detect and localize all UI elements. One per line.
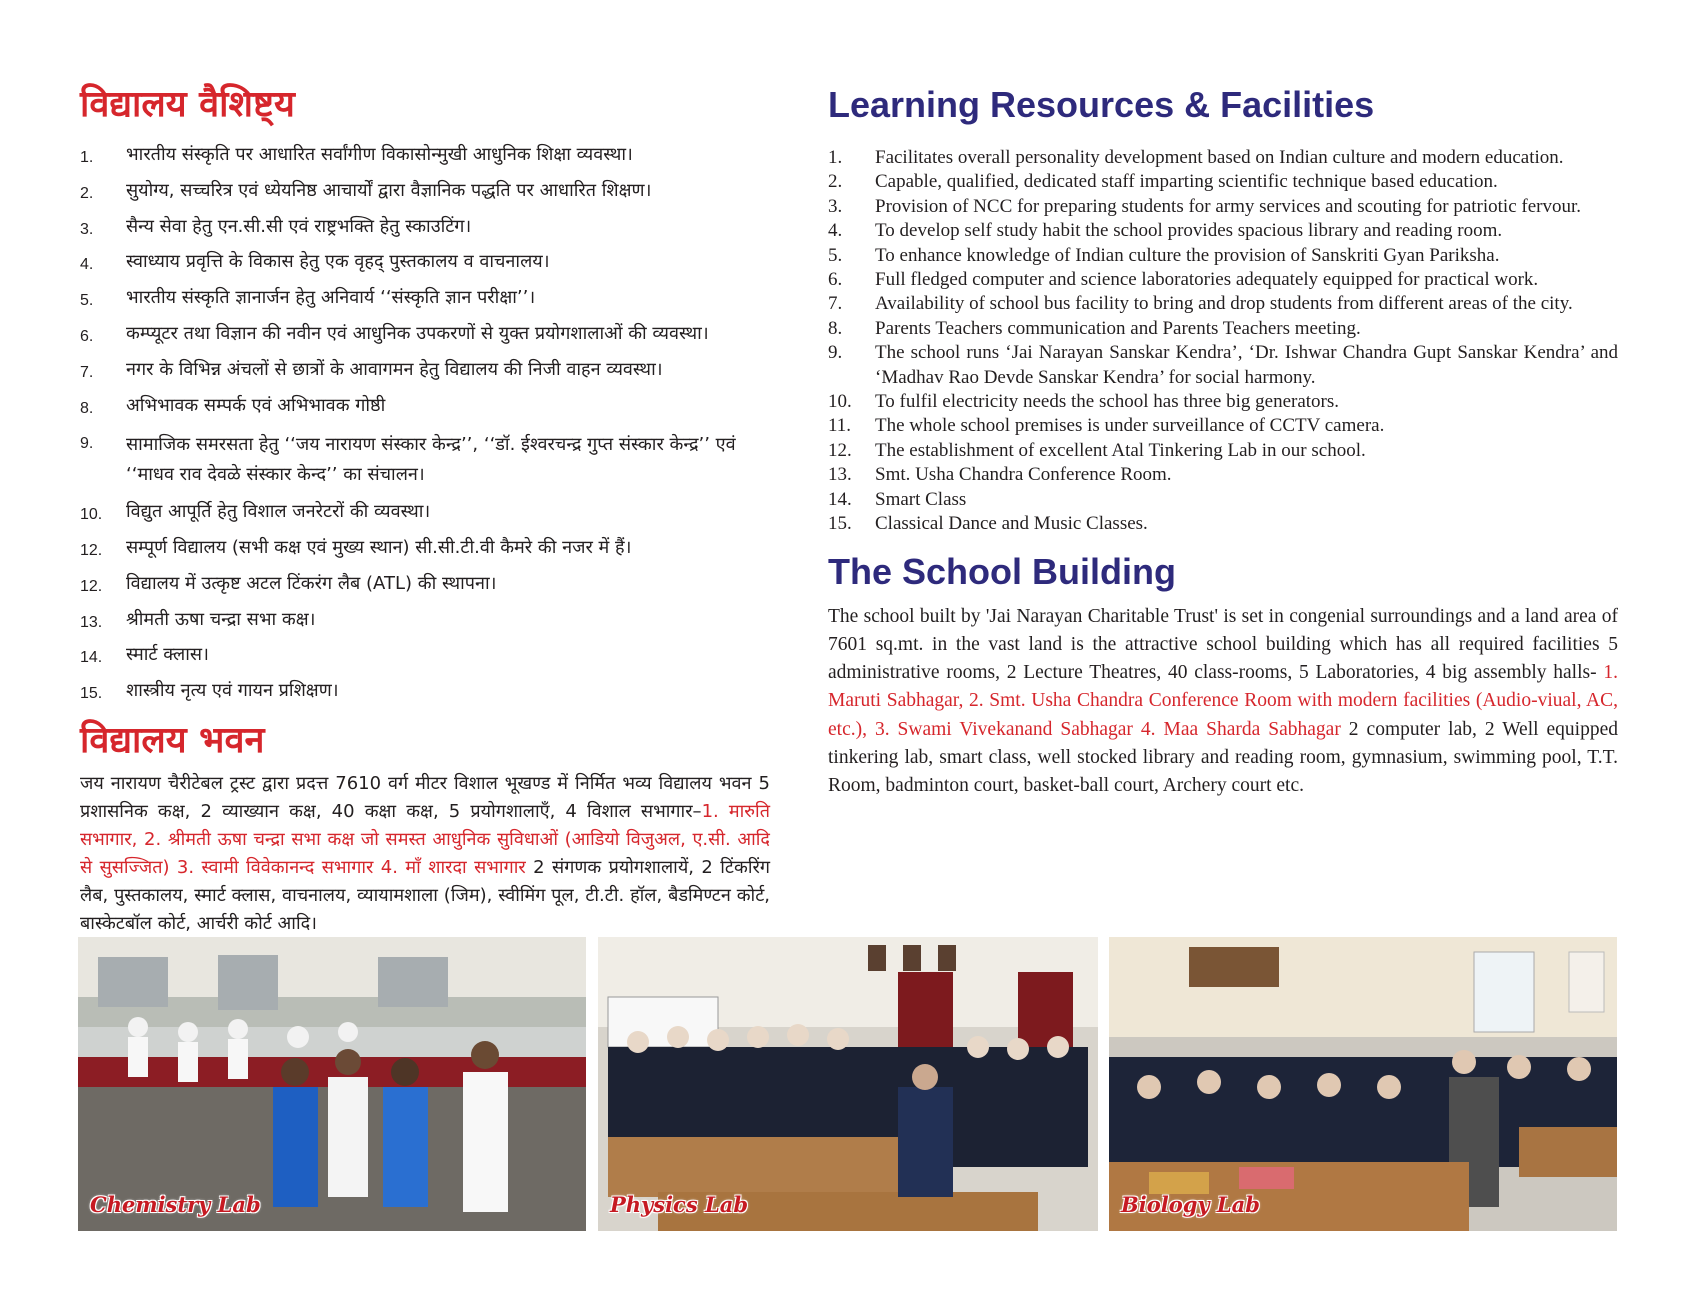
item-text: Full fledged computer and science laboratories adequately equipped for practical work. bbox=[875, 269, 1539, 291]
list-item bbox=[828, 439, 1618, 463]
school-building-heading: The School Building bbox=[828, 550, 1176, 592]
facilities-list bbox=[828, 146, 1618, 537]
item-text: शास्त्रीय नृत्य एवं गायन प्रशिक्षण। bbox=[126, 680, 339, 702]
item-number: 8. bbox=[828, 317, 843, 339]
item-number: 7. bbox=[80, 363, 94, 381]
chemistry-lab-image bbox=[78, 937, 586, 1231]
school-building-heading-hindi: विद्यालय भवन bbox=[80, 719, 265, 761]
item-text: Classical Dance and Music Classes. bbox=[875, 513, 1148, 535]
assembly-halls-highlight: 1. मारुति सभागार, 2. श्रीमती ऊषा चन्द्रा सभा कक्ष जो समस्त आधुनिक सुविधाओं (आडियो विजुअल, ए.सी. आदि से सुसज्जित) 3. स्वामी विवेकानन्द सभागार 4. माँ शारदा सभागार bbox=[80, 800, 770, 878]
school-features-heading: विद्यालय वैशिष्ट्य bbox=[80, 84, 295, 125]
item-number: 15. bbox=[828, 513, 852, 535]
item-number: 13. bbox=[80, 613, 103, 631]
list-item bbox=[828, 414, 1618, 438]
photo-caption: Chemistry Lab bbox=[90, 1192, 261, 1217]
item-text: The establishment of excellent Atal Tinkering Lab in our school. bbox=[875, 439, 1366, 461]
physics-lab-photo bbox=[598, 937, 1098, 1231]
list-item bbox=[828, 390, 1618, 414]
list-item bbox=[80, 609, 770, 634]
item-text: Provision of NCC for preparing students for army services and scouting for patriotic fervour. bbox=[875, 195, 1582, 217]
item-text: Capable, qualified, dedicated staff imparting scientific technique based education. bbox=[875, 171, 1498, 193]
item-text: स्मार्ट क्लास। bbox=[126, 644, 209, 666]
item-text: अभिभावक सम्पर्क एवं अभिभावक गोष्ठी bbox=[126, 394, 386, 416]
item-number: 8. bbox=[80, 399, 94, 417]
list-item bbox=[828, 170, 1618, 194]
item-text: Availability of school bus facility to bring and drop students from different areas of the city. bbox=[875, 293, 1573, 315]
item-number: 12. bbox=[80, 577, 103, 595]
item-text: To develop self study habit the school provides spacious library and reading room. bbox=[875, 220, 1503, 242]
biology-lab-photo bbox=[1109, 937, 1617, 1231]
english-column bbox=[828, 80, 1618, 801]
item-number: 2. bbox=[80, 184, 94, 202]
item-text: सम्पूर्ण विद्यालय (सभी कक्ष एवं मुख्य स्थान) सी.सी.टी.वी कैमरे की नजर में हैं। bbox=[126, 536, 632, 558]
list-item bbox=[80, 501, 770, 526]
item-number: 1. bbox=[828, 147, 843, 168]
list-item bbox=[80, 216, 770, 241]
item-text: सुयोग्य, सच्चरित्र एवं ध्येयनिष्ठ आचार्यों द्वारा वैज्ञानिक पद्धति पर आधारित शिक्षण। bbox=[126, 179, 652, 201]
item-text: भारतीय संस्कृति ज्ञानार्जन हेतु अनिवार्य ‘‘संस्कृति ज्ञान परीक्षा’’। bbox=[126, 287, 536, 309]
list-item bbox=[828, 488, 1618, 512]
item-text: To fulfil electricity needs the school has three big generators. bbox=[875, 391, 1340, 413]
item-number: 4. bbox=[828, 220, 843, 242]
item-number: 3. bbox=[828, 195, 843, 217]
item-number: 7. bbox=[828, 293, 843, 315]
school-building-paragraph-hindi bbox=[80, 770, 770, 938]
list-item bbox=[828, 195, 1618, 219]
item-text: विद्यालय में उत्कृष्ट अटल टिंकरंग लैब (ATL) की स्थापना। bbox=[126, 572, 497, 594]
item-text: To enhance knowledge of Indian culture the provision of Sanskriti Gyan Pariksha. bbox=[875, 244, 1500, 266]
item-number: 5. bbox=[828, 244, 843, 266]
list-item bbox=[828, 244, 1618, 268]
hindi-column bbox=[80, 80, 770, 938]
list-item bbox=[80, 323, 770, 348]
list-item bbox=[80, 680, 770, 705]
item-number: 4. bbox=[80, 256, 94, 274]
list-item bbox=[80, 537, 770, 562]
item-number: 2. bbox=[828, 171, 843, 193]
item-number: 3. bbox=[80, 220, 94, 238]
item-number: 10. bbox=[80, 506, 103, 524]
item-text: सैन्य सेवा हेतु एन.सी.सी एवं राष्ट्रभक्ति हेतु स्काउटिंग। bbox=[126, 215, 472, 237]
item-number: 12. bbox=[80, 541, 103, 559]
list-item bbox=[828, 341, 1618, 390]
item-number: 14. bbox=[80, 649, 103, 667]
school-features-list bbox=[80, 144, 770, 705]
list-item bbox=[828, 512, 1618, 536]
item-text: स्वाध्याय प्रवृत्ति के विकास हेतु एक वृहद् पुस्तकालय व वाचनालय। bbox=[126, 251, 550, 273]
photo-caption: Biology Lab bbox=[1121, 1192, 1260, 1217]
physics-lab-image bbox=[598, 937, 1098, 1231]
item-number: 5. bbox=[80, 292, 94, 310]
chemistry-lab-photo bbox=[78, 937, 586, 1231]
item-text: सामाजिक समरसता हेतु ‘‘जय नारायण संस्कार केन्द्र’’, ‘‘डॉ. ईश्वरचन्द्र गुप्त संस्कार केन्द्र’’ एवं ‘‘माधव राव देवळे संस्कार केन्द’’ का संचालन। bbox=[126, 434, 736, 486]
item-number: 15. bbox=[80, 685, 103, 703]
building-text: 2 संगणक प्रयोगशालायें, 2 टिंकरिंग लैब, पुस्तकालय, स्मार्ट क्लास, वाचनालय, व्यायामशाला (जिम), स्वीमिंग पूल, टी.टी. हॉल, बैडमिण्टन कोर्ट, बास्केटबॉल कोर्ट, आर्चरी कोर्ट आदि। bbox=[80, 856, 770, 934]
school-building-paragraph bbox=[828, 603, 1618, 801]
item-number: 10. bbox=[828, 391, 852, 413]
item-number: 9. bbox=[828, 342, 843, 364]
learning-resources-heading: Learning Resources & Facilities bbox=[828, 84, 1375, 125]
item-text: The school runs ‘Jai Narayan Sanskar Kendra’, ‘Dr. Ishwar Chandra Gupt Sanskar Kendra’ and ‘Madhav Rao Devde Sanskar Kendra’ for social harmony. bbox=[875, 342, 1618, 388]
list-item bbox=[828, 268, 1618, 292]
list-item bbox=[828, 463, 1618, 487]
item-number: 12. bbox=[828, 439, 852, 461]
item-text: Parents Teachers communication and Parents Teachers meeting. bbox=[875, 317, 1361, 339]
photo-caption: Physics Lab bbox=[610, 1192, 749, 1217]
item-number: 13. bbox=[828, 464, 852, 486]
list-item bbox=[828, 292, 1618, 316]
list-item bbox=[80, 573, 770, 598]
list-item bbox=[80, 251, 770, 276]
building-text: 2 computer lab, 2 Well equipped tinkering lab, smart class, well stocked library and reading room, gymnasium, swimming pool, T.T. Room, badminton court, basket-ball court, Archery court etc. bbox=[828, 718, 1618, 797]
building-text: जय नारायण चैरीटेबल ट्रस्ट द्वारा प्रदत्त 7610 वर्ग मीटर विशाल भूखण्ड में निर्मित भव्य विद्यालय भवन 5 प्रशासनिक कक्ष, 2 व्याख्यान कक्ष, 40 कक्षा कक्ष, 5 प्रयोगशालाएँ, 4 विशाल सभागार– bbox=[80, 772, 770, 822]
list-item bbox=[828, 219, 1618, 243]
item-number: 11. bbox=[828, 415, 852, 437]
list-item bbox=[80, 144, 770, 169]
item-text: Smt. Usha Chandra Conference Room. bbox=[875, 464, 1172, 486]
list-item bbox=[828, 317, 1618, 341]
item-number: 1. bbox=[80, 149, 94, 166]
list-item bbox=[80, 359, 770, 384]
item-number: 9. bbox=[80, 435, 94, 453]
item-text: कम्प्यूटर तथा विज्ञान की नवीन एवं आधुनिक उपकरणों से युक्त प्रयोगशालाओं की व्यवस्था। bbox=[126, 322, 709, 344]
item-text: श्रीमती ऊषा चन्द्रा सभा कक्ष। bbox=[126, 608, 316, 630]
assembly-halls-highlight: 1. Maruti Sabhagar, 2. Smt. Usha Chandra Conference Room with modern facilities (Audio-viual, AC, etc.), 3. Swami Vivekanand Sabhagar 4. Maa Sharda Sabhagar bbox=[828, 662, 1618, 740]
list-item bbox=[828, 146, 1618, 170]
item-number: 6. bbox=[80, 327, 94, 345]
item-text: नगर के विभिन्न अंचलों से छात्रों के आवागमन हेतु विद्यालय की निजी वाहन व्यवस्था। bbox=[126, 358, 663, 380]
list-item bbox=[80, 395, 770, 420]
item-text: Smart Class bbox=[875, 488, 967, 510]
item-number: 14. bbox=[828, 488, 852, 510]
item-text: Facilitates overall personality development based on Indian culture and modern education. bbox=[875, 147, 1564, 168]
list-item bbox=[80, 287, 770, 312]
list-item bbox=[80, 180, 770, 205]
item-text: भारतीय संस्कृति पर आधारित सर्वांगीण विकासोन्मुखी आधुनिक शिक्षा व्यवस्था। bbox=[126, 144, 633, 165]
list-item bbox=[80, 430, 770, 490]
building-text: The school built by 'Jai Narayan Charitable Trust' is set in congenial surroundings and a land area of 7601 sq.mt. in the vast land is the attractive school building which has all required facilities 5 administrative rooms, 2 Lecture Theatres, 40 class-rooms, 5 Laboratories, 4 big assembly halls- bbox=[828, 605, 1618, 684]
biology-lab-image bbox=[1109, 937, 1617, 1231]
item-text: The whole school premises is under surveillance of CCTV camera. bbox=[875, 415, 1385, 437]
item-text: विद्युत आपूर्ति हेतु विशाल जनरेटरों की व्यवस्था। bbox=[126, 501, 431, 523]
list-item bbox=[80, 644, 770, 669]
item-number: 6. bbox=[828, 269, 843, 291]
